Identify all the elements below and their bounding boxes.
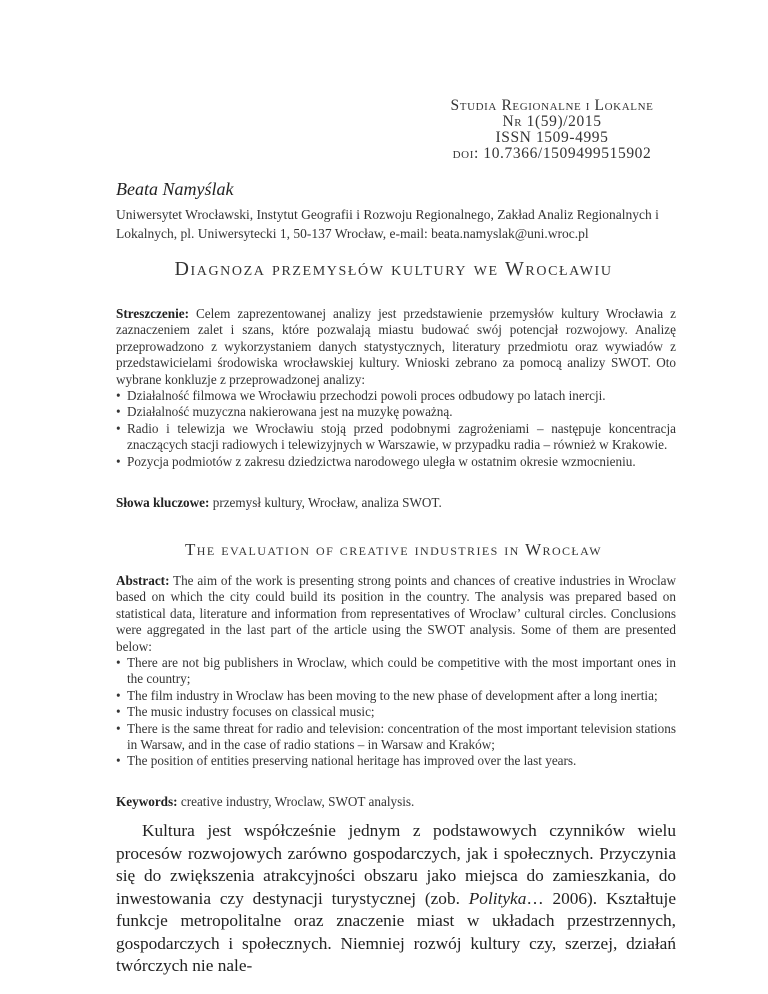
list-item: • Pozycja podmiotów z zakresu dziedzictwa narodowego uległa w ostatnim okresie wzmocnieniu. [116,454,676,470]
body-citation-title: Polityka [468,888,527,908]
keywords-english-text: creative industry, Wroclaw, SWOT analysis. [177,794,415,809]
keywords-polish-text: przemysł kultury, Wrocław, analiza SWOT. [209,495,442,510]
keywords-english-label: Keywords: [116,794,178,809]
abstract-polish [116,306,676,470]
list-item: • Radio i telewizja we Wrocławiu stoją przed podobnymi zagrożeniami – następuje koncentracja znaczących stacji radiowych i telewizyjnych w Warszawie, w przypadku radia – również w Krakowie. [116,421,676,454]
abstract-polish-points [116,388,676,470]
list-item: • The film industry in Wroclaw has been moving to the new phase of development after a long inertia; [116,688,676,704]
body-text-end: … 2006). Kształtuje funkcje metropolitalne oraz znaczenie miast w układach przestrzennych, gospodarczych i społecznych. Niemniej rozwój kultury czy, szerzej, działań twórczych nie nale- [116,888,677,975]
list-item: • The music industry focuses on classical music; [116,704,676,720]
abstract-polish-text: Celem zaprezentowanej analizy jest przedstawienie przemysłów kultury Wrocławia z zaznaczeniem zalet i szans, które pozwalają miastu budować swój potencjał rozwojowy. Analizę przeprowadzono z wykorzystaniem danych statystycznych, literatury przedmiotu oraz wywiadów z przedstawicielami środowiska wrocławskiej kultury. Wnioski zebrano za pomocą analizy SWOT. Oto wybrane konkluzje z przeprowadzonej analizy: [116,306,676,387]
keywords-polish [116,495,442,511]
author-name: Beata Namyślak [116,179,234,199]
list-item: • Działalność filmowa we Wrocławiu przechodzi powoli proces odbudowy po latach inercji. [116,388,676,404]
list-item: • Działalność muzyczna nakierowana jest na muzykę poważną. [116,404,676,420]
abstract-english-points [116,655,676,770]
title-polish: Diagnoza przemysłów kultury we Wrocławiu [174,258,613,280]
journal-name: Studia Regionalne i Lokalne [450,97,654,114]
journal-header [402,98,702,162]
abstract-polish-label: Streszczenie: [116,306,189,321]
journal-doi[interactable]: doi: 10.7366/1509499515902 [452,145,652,162]
author-affiliation: Uniwersytet Wrocławski, Instytut Geografii i Rozwoju Regionalnego, Zakład Analiz Regionalnych i Lokalnych, pl. Uniwersytecki 1, 50-137 Wrocław, e-mail: beata.namyslak@uni.wroc.pl [116,207,659,241]
keywords-english [116,794,414,810]
list-item: • The position of entities preserving national heritage has improved over the last years. [116,753,676,769]
abstract-english-label: Abstract: [116,573,170,588]
body-paragraph [116,820,676,978]
list-item: • There are not big publishers in Wroclaw, which could be competitive with the most important ones in the country; [116,655,676,688]
journal-issue: Nr 1(59)/2015 [502,113,602,130]
title-english: The evaluation of creative industries in Wrocław [185,540,602,559]
body-text-start: Kultura jest współcześnie jednym z podstawowych czynników wielu procesów rozwojowych zarówno gospodarczych, jak i społecznych. Przyczynia się do zwiększenia atrakcyjności obszaru jako miejsca do zamieszkania, do inwestowania czy destynacji turystycznej (zob. [116,821,676,908]
abstract-english [116,573,676,770]
abstract-english-text: The aim of the work is presenting strong points and chances of creative industries in Wroclaw based on which the city could build its position in the country. The analysis was prepared based on statistical data, literature and information from representatives of Wroclaw’ cultural circles. Conclusions were aggregated in the last part of the article using the SWOT analysis. Some of them are presented below: [116,573,676,654]
list-item: • There is the same threat for radio and television: concentration of the most important television stations in Warsaw, and in the case of radio stations – in Warsaw and Kraków; [116,721,676,754]
keywords-polish-label: Słowa kluczowe: [116,495,210,510]
journal-issn: ISSN 1509-4995 [495,129,609,146]
